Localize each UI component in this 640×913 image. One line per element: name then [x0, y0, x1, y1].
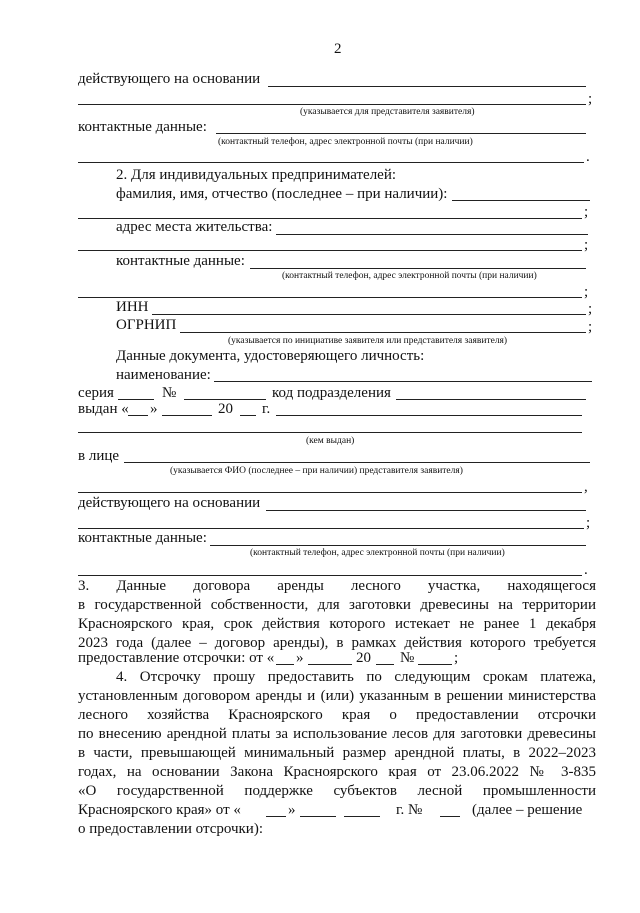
acting-basis-label-2: действующего на основании: [78, 495, 261, 511]
section3-line: Красноярского края, срок действия которого истекает не ранее 1 декабря: [78, 616, 596, 632]
issued-label: выдан «: [78, 401, 129, 417]
inn-field[interactable]: [152, 314, 586, 315]
note-contacts: (контактный телефон, адрес электронной почты (при наличии): [218, 137, 473, 147]
punct: ;: [584, 204, 589, 220]
section4-line: лесного хозяйства Красноярского края о предоставлении отсрочки: [78, 707, 596, 723]
contacts-ip-line[interactable]: [250, 268, 586, 269]
note-initiative: (указывается по инициативе заявителя или представителя заявителя): [228, 336, 508, 346]
fio-line[interactable]: [452, 200, 590, 201]
contract-year-field[interactable]: [376, 664, 394, 665]
address-line[interactable]: [276, 234, 588, 235]
section4-last-prefix: Красноярского края» от «: [78, 802, 241, 818]
punct: .: [586, 149, 590, 165]
contacts-2-line[interactable]: [210, 545, 586, 546]
punct: ;: [586, 515, 591, 531]
punct: .: [584, 562, 588, 578]
note-contacts-2: (контактный телефон, адрес электронной почты (при наличии): [250, 548, 505, 558]
punct: »: [296, 650, 304, 666]
punct: »: [288, 802, 296, 818]
contacts-label-2: контактные данные:: [78, 530, 207, 546]
contacts-ip-line-2[interactable]: [78, 297, 582, 298]
note-representative: (указывается для представителя заявителя): [300, 107, 475, 117]
section4-line: в части, превышающей минимальный размер арендной платы, в 2022–2023: [78, 745, 596, 761]
punct: ;: [584, 284, 589, 300]
decision-number-field[interactable]: [440, 816, 460, 817]
address-line-2[interactable]: [78, 250, 582, 251]
decision-year-no: г. №: [396, 802, 423, 818]
section3-line: в государственной собственности, для заготовки древесины на территории: [78, 597, 596, 613]
punct: ;: [588, 91, 593, 107]
contacts-line-2[interactable]: [78, 162, 584, 163]
series-label: серия: [78, 385, 114, 401]
number-sign: №: [400, 650, 415, 666]
decision-year-field[interactable]: [344, 816, 380, 817]
note-issued-by: (кем выдан): [306, 436, 355, 446]
inn-label: ИНН: [116, 299, 149, 315]
ogrnip-field[interactable]: [180, 332, 586, 333]
acting-basis-2-line[interactable]: [266, 510, 586, 511]
doc-name-field[interactable]: [214, 381, 592, 382]
in-person-line-2[interactable]: [78, 492, 582, 493]
section2-heading: 2. Для индивидуальных предпринимателей:: [116, 167, 397, 183]
punct: »: [150, 401, 158, 417]
issued-day-field[interactable]: [128, 415, 148, 416]
decision-month-field[interactable]: [300, 816, 336, 817]
note-contacts-ip: (контактный телефон, адрес электронной почты (при наличии): [282, 271, 537, 281]
dept-code-field[interactable]: [396, 399, 586, 400]
issued-year-field[interactable]: [240, 415, 256, 416]
issued-rest-field[interactable]: [276, 415, 582, 416]
decision-day-field[interactable]: [266, 816, 286, 817]
issued-month-field[interactable]: [162, 415, 212, 416]
section4-line: установленным договором аренды и (или) указанным в решении министерства: [78, 688, 596, 704]
year-prefix: 20: [356, 650, 371, 666]
section4-line: 4. Отсрочку прошу предоставить по следующим срокам платежа,: [116, 669, 596, 685]
contacts-label-ip: контактные данные:: [116, 253, 245, 269]
section4-line: по внесению арендной платы за использование лесов для заготовки древесины: [78, 726, 596, 742]
ogrnip-label: ОГРНИП: [116, 317, 177, 333]
contacts-label: контактные данные:: [78, 119, 207, 135]
contract-month-field[interactable]: [308, 664, 352, 665]
acting-basis-line[interactable]: [268, 86, 586, 87]
fio-label: фамилия, имя, отчество (последнее – при наличии):: [116, 186, 448, 202]
section3-last-prefix: предоставление отсрочки: от «: [78, 650, 275, 666]
section3-line: 3. Данные договора аренды лесного участка, находящегося: [78, 578, 596, 594]
note-fio-rep: (указывается ФИО (последнее – при наличии) представителя заявителя): [170, 466, 463, 476]
acting-basis-line-2[interactable]: [78, 104, 586, 105]
id-doc-label: Данные документа, удостоверяющего личность:: [116, 348, 425, 364]
acting-basis-label: действующего на основании: [78, 71, 261, 87]
section4-line: годах, на основании Закона Красноярского края от 23.06.2022 № 3-835: [78, 764, 596, 780]
number-sign: №: [162, 385, 177, 401]
punct: ;: [454, 650, 459, 666]
address-label: адрес места жительства:: [116, 219, 273, 235]
dept-code-label: код подразделения: [272, 385, 391, 401]
section4-line: «О государственной поддержке субъектов лесной промышленности: [78, 783, 596, 799]
section3-line: 2023 года (далее – договор аренды), в рамках действия которого требуется: [78, 635, 596, 651]
decision-suffix: (далее – решение: [472, 802, 583, 818]
doc-name-label: наименование:: [116, 367, 211, 383]
year-prefix: 20: [218, 401, 233, 417]
in-person-label: в лице: [78, 448, 120, 464]
contacts-2-line-2[interactable]: [78, 575, 582, 576]
year-suffix: г.: [262, 401, 271, 417]
contract-number-field[interactable]: [418, 664, 452, 665]
contacts-line[interactable]: [216, 133, 586, 134]
punct: ,: [584, 479, 588, 495]
page-number: 2: [334, 41, 342, 57]
section4-final-line: о предоставлении отсрочки):: [78, 821, 263, 837]
punct: ;: [588, 301, 593, 317]
punct: ;: [584, 237, 589, 253]
contract-day-field[interactable]: [276, 664, 294, 665]
punct: ;: [588, 319, 593, 335]
issued-by-field[interactable]: [78, 432, 582, 433]
in-person-field[interactable]: [124, 462, 590, 463]
